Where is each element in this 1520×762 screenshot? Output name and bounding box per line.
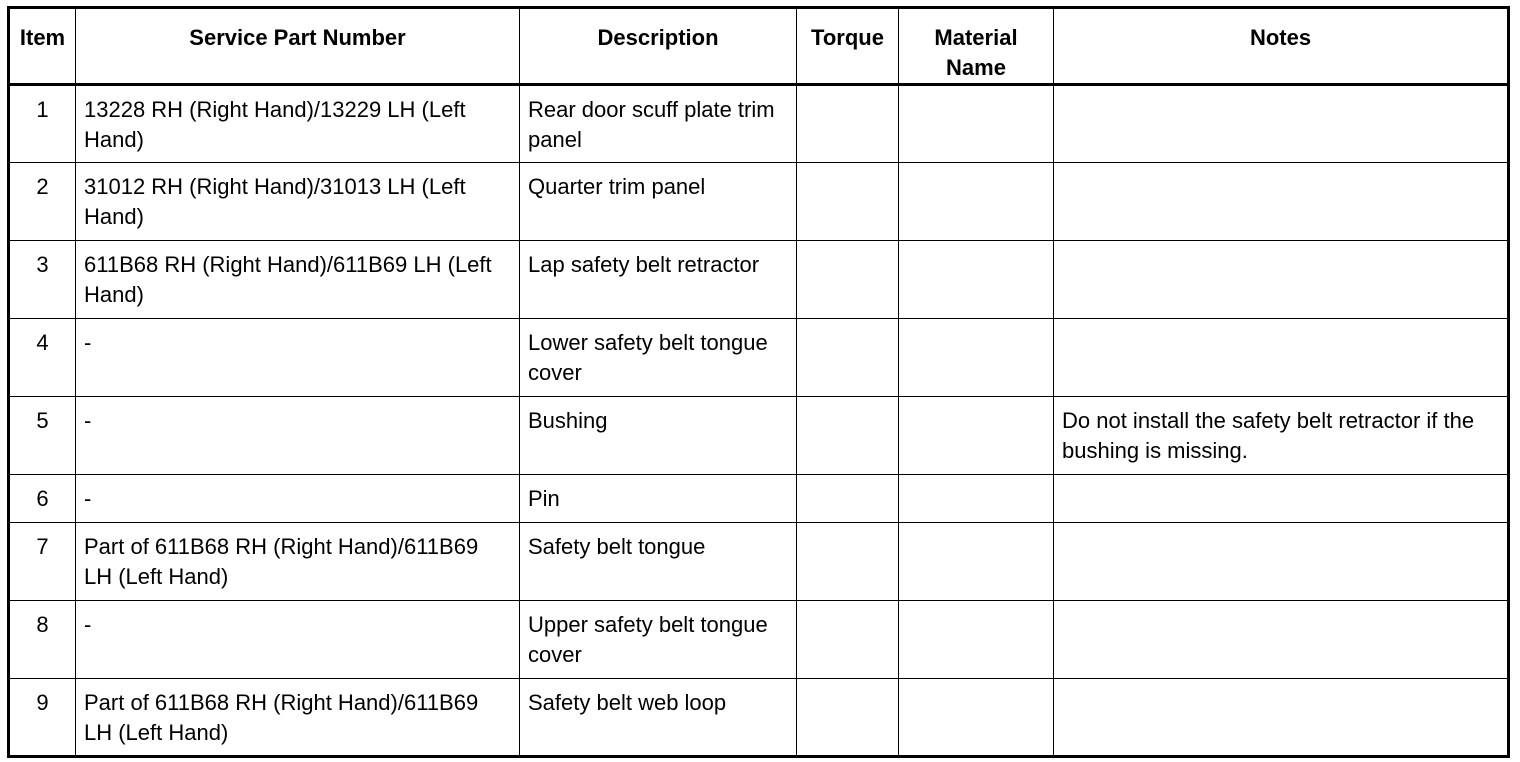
header-notes: Notes [1054,8,1509,85]
cell-part-number: 13228 RH (Right Hand)/13229 LH (Left Hand) [76,85,520,163]
cell-material [899,397,1054,475]
header-description: Description [520,8,797,85]
cell-item: 2 [9,163,76,241]
header-service-part-number: Service Part Number [76,8,520,85]
table-row [9,601,1509,679]
cell-material [899,601,1054,679]
cell-part-number: - [76,319,520,397]
cell-torque [797,241,899,319]
cell-item: 7 [9,523,76,601]
cell-item: 6 [9,475,76,523]
cell-notes [1054,163,1509,241]
cell-description: Safety belt tongue [520,523,797,601]
cell-torque [797,601,899,679]
cell-description: Lap safety belt retractor [520,241,797,319]
table-row [9,679,1509,757]
cell-item: 5 [9,397,76,475]
cell-torque [797,163,899,241]
cell-description: Rear door scuff plate trim panel [520,85,797,163]
cell-material [899,241,1054,319]
header-material-name [899,8,1054,85]
table-row [9,397,1509,475]
cell-torque [797,523,899,601]
cell-notes [1054,475,1509,523]
cell-torque [797,397,899,475]
cell-notes [1054,319,1509,397]
cell-material [899,85,1054,163]
cell-description: Safety belt web loop [520,679,797,757]
cell-material [899,319,1054,397]
cell-torque [797,85,899,163]
cell-item: 3 [9,241,76,319]
cell-notes: Do not install the safety belt retractor if the bushing is missing. [1054,397,1509,475]
cell-part-number: Part of 611B68 RH (Right Hand)/611B69 LH (Left Hand) [76,523,520,601]
cell-material [899,679,1054,757]
cell-notes [1054,85,1509,163]
cell-item: 8 [9,601,76,679]
header-material-line2: Name [946,55,1006,80]
cell-part-number: 611B68 RH (Right Hand)/611B69 LH (Left Hand) [76,241,520,319]
cell-torque [797,679,899,757]
cell-description: Lower safety belt tongue cover [520,319,797,397]
table-row [9,85,1509,163]
table-row [9,163,1509,241]
cell-notes [1054,523,1509,601]
table-row [9,319,1509,397]
parts-table [7,6,1510,758]
cell-description: Pin [520,475,797,523]
cell-part-number: - [76,475,520,523]
cell-notes [1054,241,1509,319]
header-torque: Torque [797,8,899,85]
table-row [9,523,1509,601]
cell-torque [797,475,899,523]
cell-part-number: 31012 RH (Right Hand)/31013 LH (Left Hand) [76,163,520,241]
cell-material [899,475,1054,523]
cell-item: 9 [9,679,76,757]
table-row [9,241,1509,319]
cell-description: Quarter trim panel [520,163,797,241]
cell-material [899,163,1054,241]
table-row [9,475,1509,523]
cell-notes [1054,679,1509,757]
cell-material [899,523,1054,601]
header-row [9,8,1509,85]
cell-part-number: - [76,601,520,679]
cell-part-number: Part of 611B68 RH (Right Hand)/611B69 LH (Left Hand) [76,679,520,757]
header-material-line1: Material [934,25,1018,50]
cell-torque [797,319,899,397]
cell-item: 4 [9,319,76,397]
cell-notes [1054,601,1509,679]
header-item: Item [9,8,76,85]
cell-part-number: - [76,397,520,475]
cell-description: Upper safety belt tongue cover [520,601,797,679]
cell-description: Bushing [520,397,797,475]
cell-item: 1 [9,85,76,163]
